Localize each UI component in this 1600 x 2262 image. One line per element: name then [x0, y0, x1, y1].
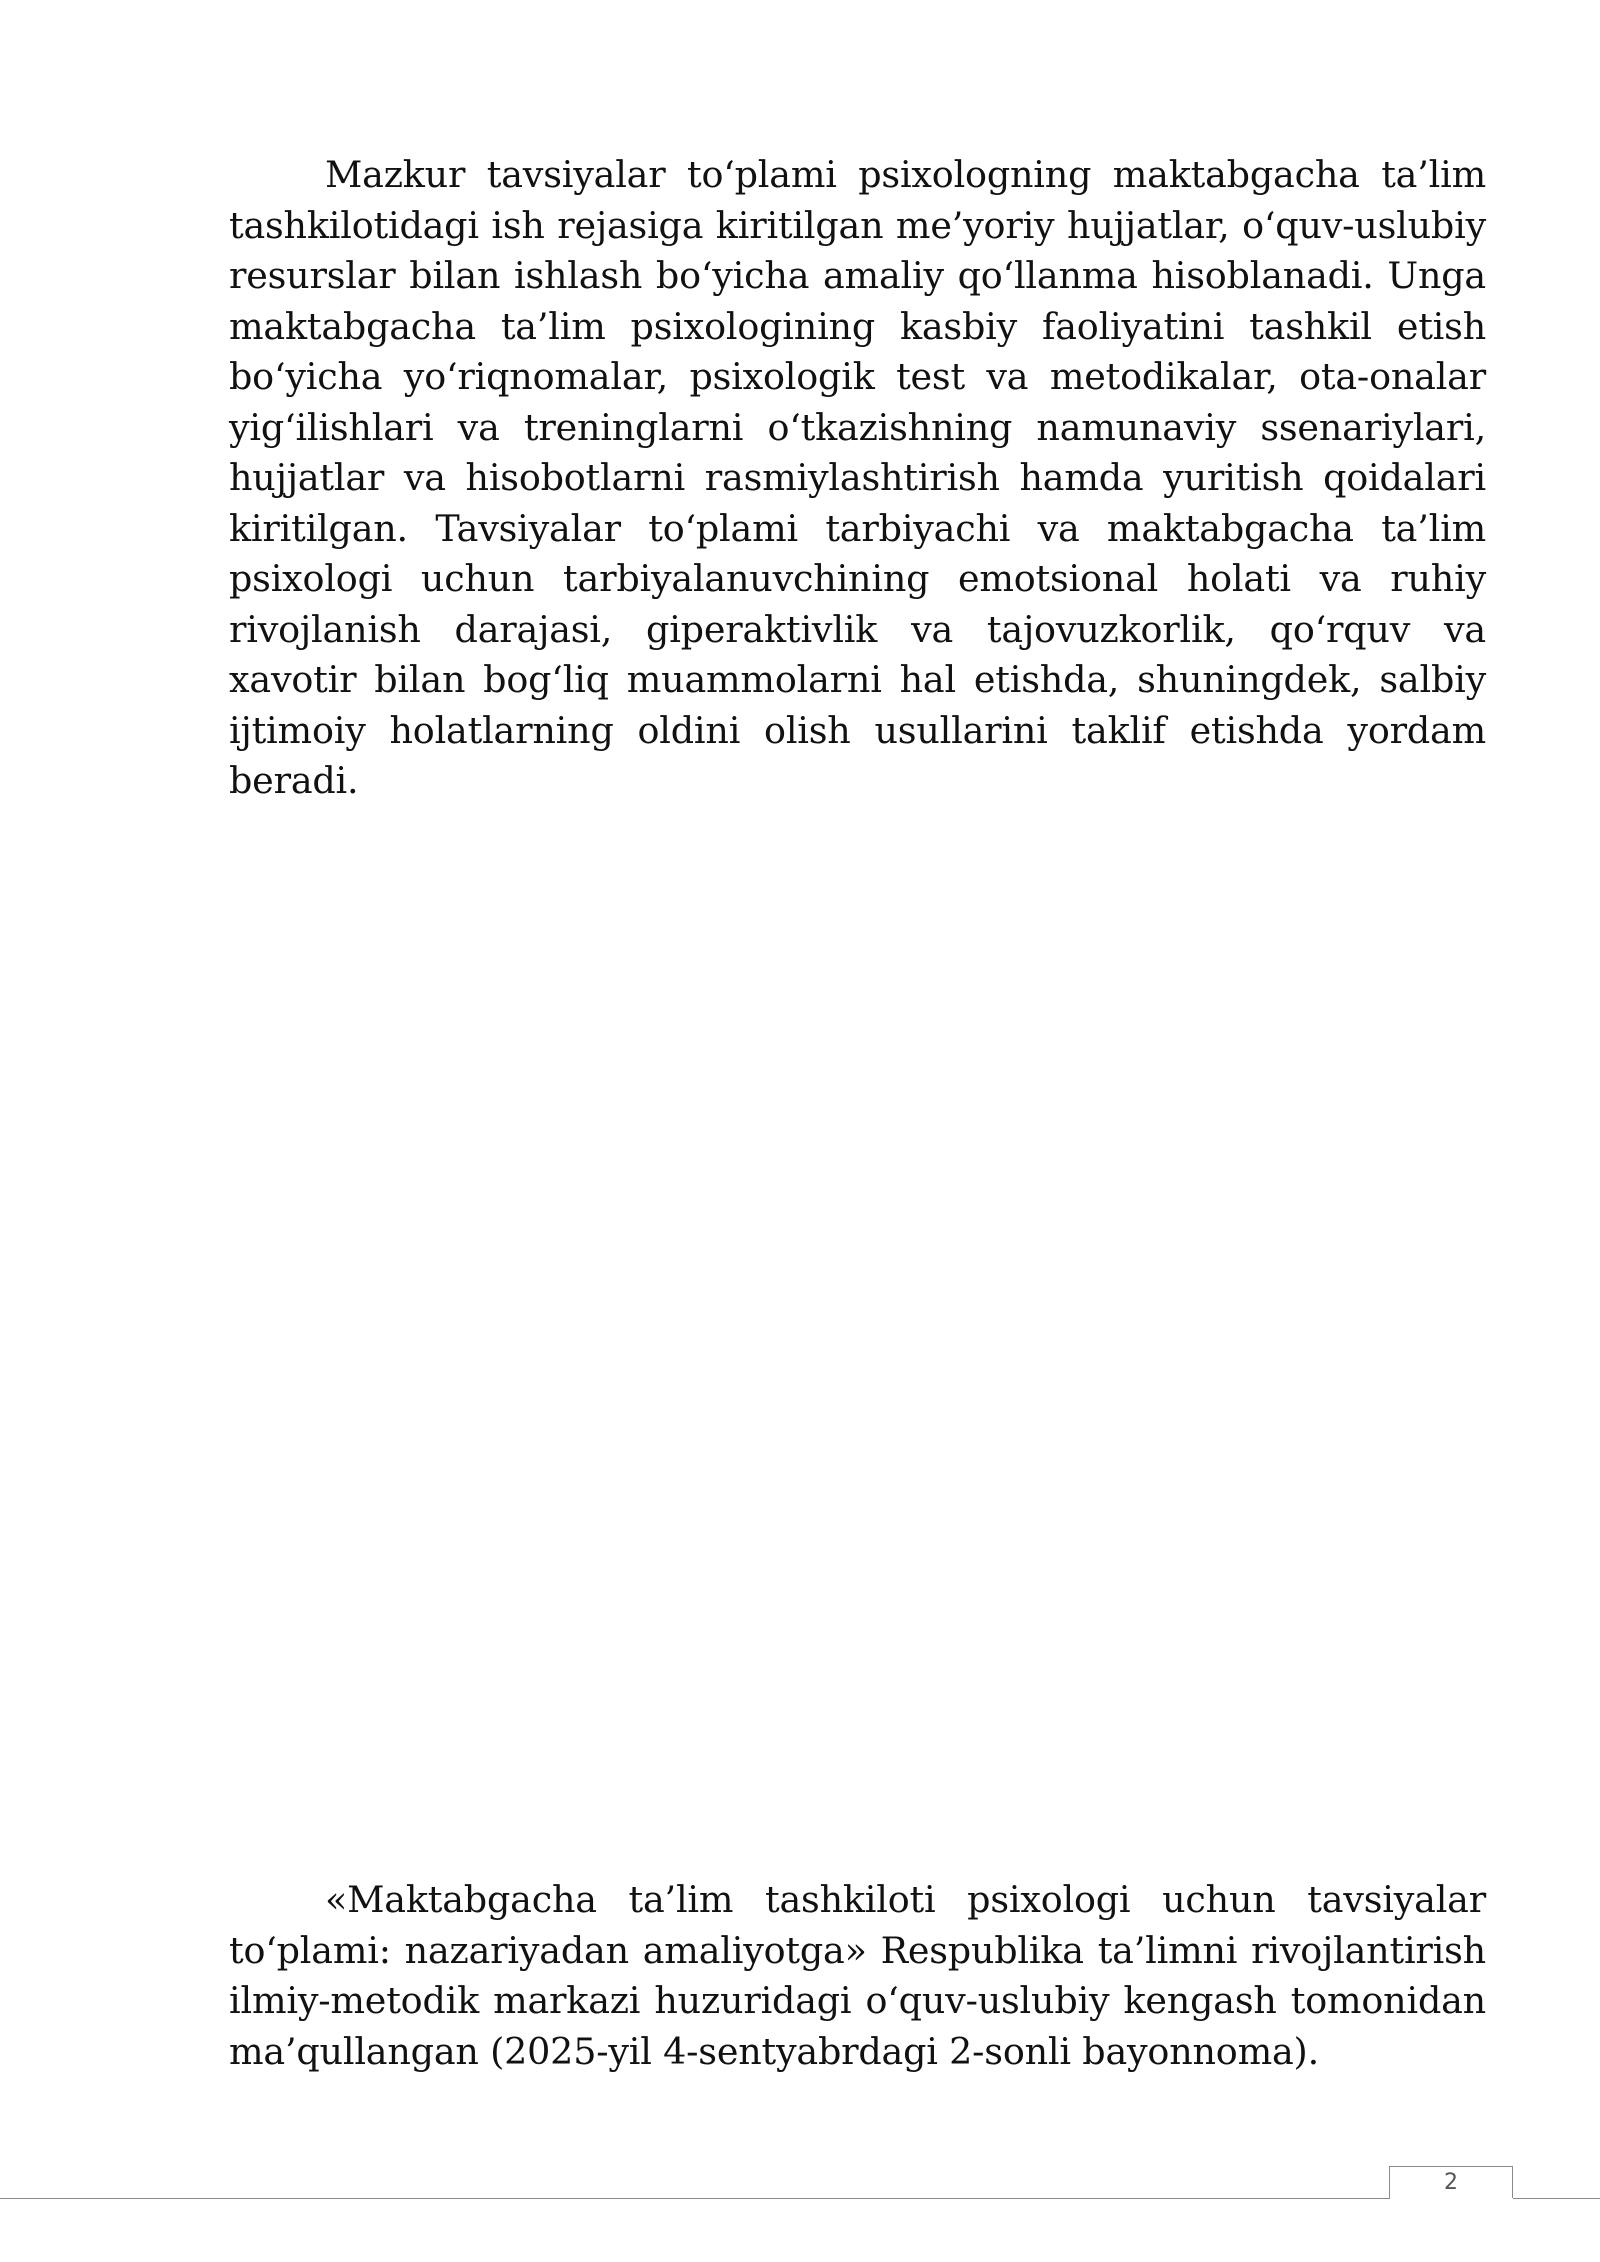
- page-number: 2: [1444, 2170, 1458, 2195]
- approval-paragraph: «Maktabgacha ta’lim tashkiloti psixologi uchun tavsiyalar to‘plami: nazariyadan amaliyotga» Respublika ta’limni rivojlantirish ilmiy-metodik markazi huzuridagi o‘quv-uslubiy kengash tomonidan ma’qullangan (2025-yil 4-sentyabrdagi 2-sonli bayonnoma).: [229, 1878, 1486, 2073]
- page-number-box: [1389, 2166, 1513, 2198]
- footer-divider-right: [1513, 2198, 1600, 2199]
- footer-divider-left: [0, 2198, 1390, 2199]
- intro-paragraph: Mazkur tavsiyalar to‘plami psixologning maktabgacha ta’lim tashkilotidagi ish rejasiga kiritilgan me’yoriy hujjatlar, o‘quv-uslubiy resurslar bilan ishlash bo‘yicha amaliy qo‘llanma hisoblanadi. Unga maktabgacha ta’lim psixologining kasbiy faoliyatini tashkil etish bo‘yicha yo‘riqnomalar, psixologik test va metodikalar, ota-onalar yig‘ilishlari va treninglarni o‘tkazishning namunaviy ssenariylari, hujjatlar va hisobotlarni rasmiylashtirish hamda yuritish qoidalari kiritilgan. Tavsiyalar to‘plami tarbiyachi va maktabgacha ta’lim psixologi uchun tarbiyalanuvchining emotsional holati va ruhiy rivojlanish darajasi, giperaktivlik va tajovuzkorlik, qo‘rquv va xavotir bilan bog‘liq muammolarni hal etishda, shuningdek, salbiy ijtimoiy holatlarning oldini olish usullarini taklif etishda yordam beradi.: [229, 153, 1486, 802]
